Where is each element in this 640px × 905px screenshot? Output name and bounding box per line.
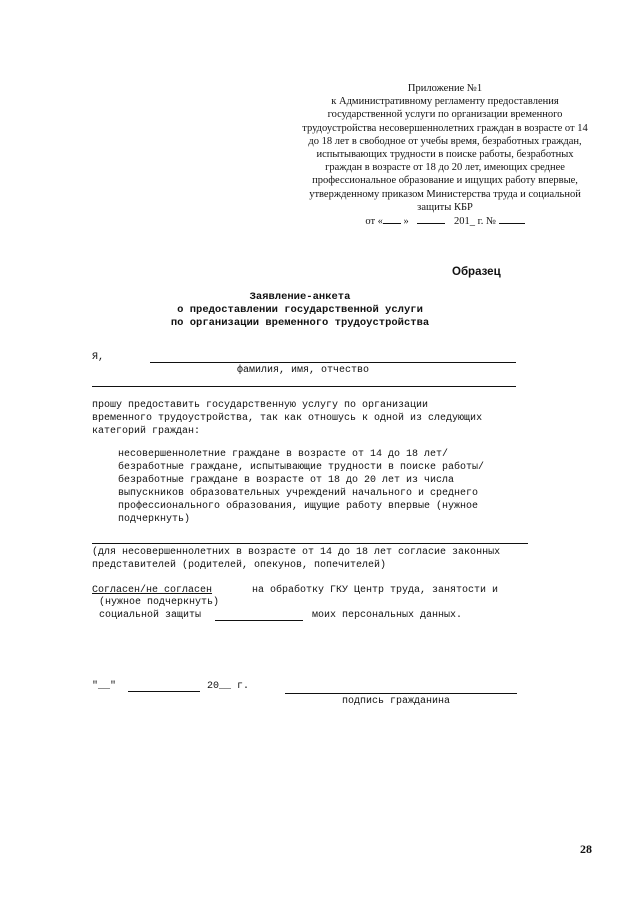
page-number: 28 [580, 842, 592, 856]
request-line: прошу предоставить государственную услугу по организации [92, 400, 429, 411]
social-protection-label: социальной защиты [99, 610, 202, 621]
fio-caption: фамилия, имя, отчество [237, 365, 370, 376]
day-blank [383, 214, 401, 224]
appendix-date-line [296, 214, 594, 228]
appendix-line: защиты КБР [417, 201, 473, 213]
appendix-line: граждан в возрасте от 18 до 20 лет, имеющих среднее [325, 162, 565, 174]
appendix-line: Приложение №1 [407, 83, 483, 94]
i-label: Я, [92, 352, 105, 363]
category-line: выпускников образовательных учреждений начального и среднего [118, 488, 479, 499]
representative-signature-line[interactable] [92, 543, 528, 544]
appendix-line: испытывающих трудности в поиске работы, безработных [316, 149, 574, 161]
appendix-line: профессиональное образование и ищущих работу впервые, [312, 175, 578, 187]
consent-note-line: (для несовершеннолетних в возрасте от 14 до 18 лет согласие законных [92, 547, 501, 558]
title-line: по организации временного трудоустройства [170, 317, 430, 329]
category-line: безработные граждане, испытывающие трудности в поиске работы/ [118, 462, 485, 473]
agree-text: на обработку ГКУ Центр труда, занятости и [252, 585, 499, 596]
signature-month-blank[interactable] [128, 691, 200, 692]
number-blank [499, 214, 525, 224]
signature-caption: подпись гражданина [342, 696, 451, 707]
category-line: подчеркнуть) [118, 514, 191, 525]
date-quote-close: » [403, 216, 409, 228]
appendix-line: трудоустройства несовершеннолетних граждан в возрасте от 14 [302, 122, 588, 134]
month-blank [417, 214, 445, 224]
fio-continuation-line[interactable] [92, 386, 516, 387]
request-line: категорий граждан: [92, 426, 201, 437]
personal-data-label: моих персональных данных. [312, 610, 463, 621]
category-line: безработные граждане в возрасте от 18 до 20 лет из числа [118, 475, 455, 486]
appendix-line: государственной услуги по организации временного [327, 109, 563, 121]
appendix-line: к Административному регламенту предоставления [331, 96, 559, 108]
title-line: Заявление-анкета [249, 291, 351, 303]
appendix-header [296, 82, 594, 228]
sample-label: Образец [452, 266, 501, 278]
social-protection-blank[interactable] [215, 620, 303, 621]
request-paragraph [92, 399, 482, 438]
request-line: временного трудоустройства, так как отношусь к одной из следующих [92, 413, 483, 424]
form-title [160, 291, 440, 330]
consent-note-line: представителей (родителей, опекунов, попечителей) [92, 560, 387, 571]
category-line: несовершеннолетние граждане в возрасте от 14 до 18 лет/ [118, 449, 449, 460]
signature-year: 20__ г. [207, 681, 250, 692]
date-from-label: от « [365, 216, 383, 228]
appendix-line: до 18 лет в свободное от учебы время, безработных граждан, [308, 135, 582, 147]
signature-date-quote: "__" [92, 681, 117, 692]
title-line: о предоставлении государственной услуги [177, 304, 423, 316]
fio-field-line[interactable] [150, 362, 516, 363]
year-number-label: 201_ г. № [454, 216, 497, 228]
category-line: профессионального образования, ищущие работу впервые (нужное [118, 501, 479, 512]
signature-line[interactable] [285, 693, 517, 694]
categories-list [118, 448, 484, 526]
agree-disagree-option[interactable]: Согласен/не согласен [92, 585, 213, 596]
underline-note: (нужное подчеркнуть) [99, 597, 220, 608]
appendix-line: утвержденному приказом Министерства труда и социальной [309, 188, 581, 200]
